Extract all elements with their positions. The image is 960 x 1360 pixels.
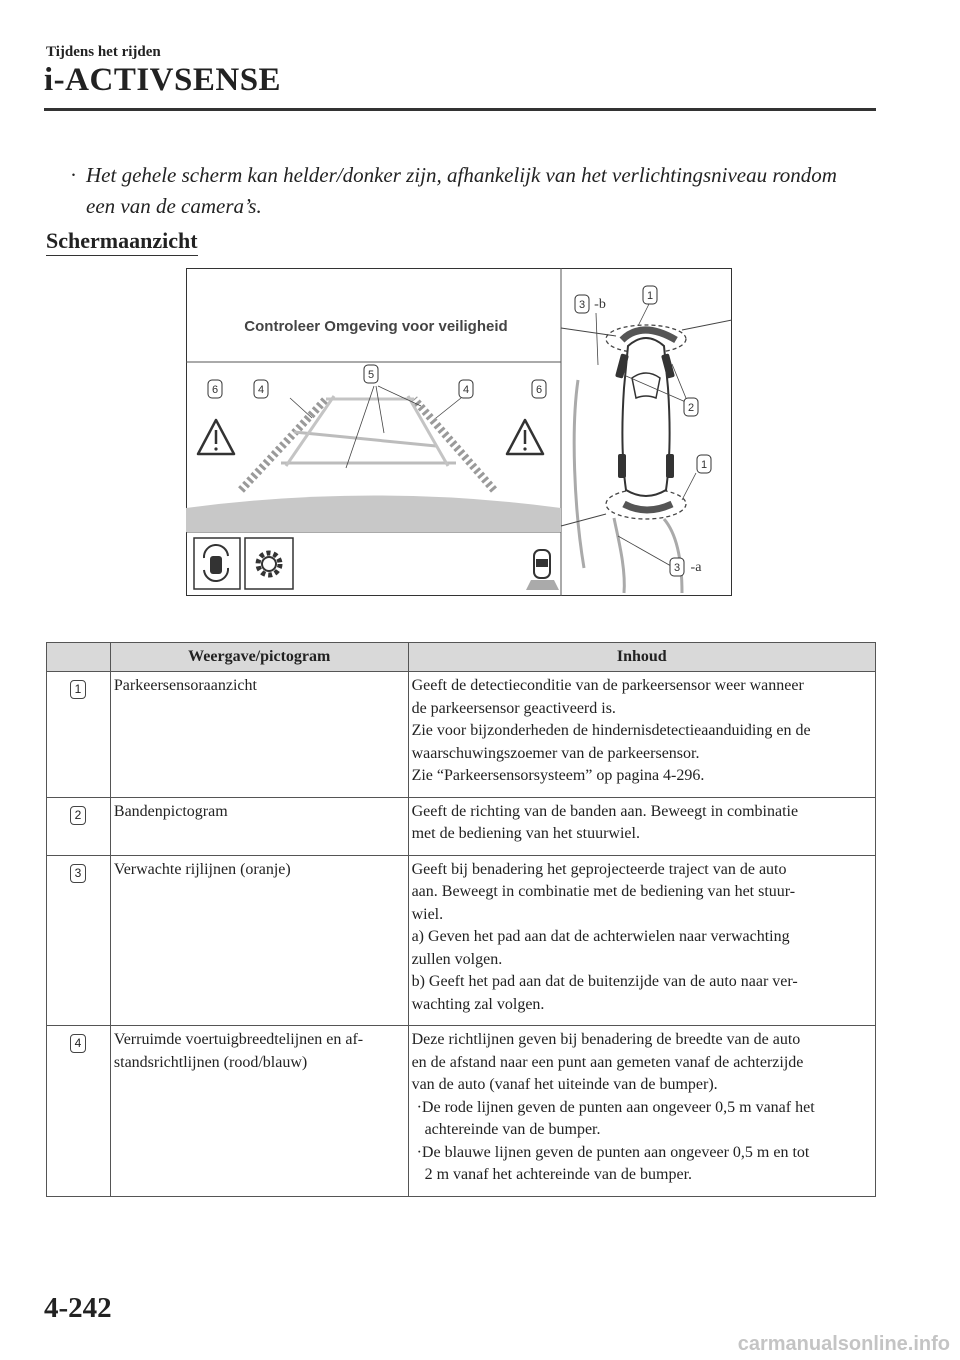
content-line: a) Geven het pad aan dat de achterwielen naar verwachting <box>411 928 790 945</box>
content-line: wachting zal volgen. <box>411 995 545 1013</box>
bullet-item: ·De rode lijnen geven de punten aan ongeveer 0,5 m vanaf het achtereinde van de bumper. <box>416 1098 815 1138</box>
header-num <box>47 643 111 672</box>
row-name: Bandenpictogram <box>110 797 408 855</box>
row-name: Parkeersensoraanzicht <box>110 672 408 798</box>
page-title: i-ACTIVSENSE <box>44 62 282 98</box>
table-row <box>47 855 876 1026</box>
row-number <box>47 855 111 1026</box>
header-display: Weergave/pictogram <box>110 643 408 672</box>
row-content <box>408 672 875 798</box>
content-line: aan. Beweegt in combinatie met de bediening van het stuur- <box>411 883 796 900</box>
view-switch-icon[interactable] <box>194 538 240 589</box>
content-line: de parkeersensor geactiveerd is. <box>411 699 616 717</box>
table-row <box>47 1026 876 1197</box>
callout-4 <box>254 380 268 398</box>
note-paragraph <box>70 160 860 222</box>
callout-suffix: -a <box>690 560 702 575</box>
content-line: Geeft bij benadering het geprojecteerde traject van de auto <box>411 860 787 878</box>
content-line: Geeft de richting van de banden aan. Beweegt in combinatie <box>411 802 799 820</box>
content-line: Zie “Parkeersensorsysteem” op pagina 4-296. <box>411 767 705 784</box>
content-line: waarschuwingszoemer van de parkeersensor. <box>411 744 700 762</box>
number-badge: 4 <box>70 1034 86 1053</box>
table-row <box>47 672 876 798</box>
content-line: zullen volgen. <box>411 950 503 968</box>
callout-label: 2 <box>687 402 695 414</box>
content-line: b) Geeft het pad aan dat de buitenzijde van de auto naar ver- <box>411 973 798 990</box>
callout-label: 3 <box>578 299 586 311</box>
row-name <box>110 1026 408 1197</box>
callout-4 <box>459 380 473 398</box>
row-name: Verwachte rijlijnen (oranje) <box>110 855 408 1026</box>
content-line: met de bediening van het stuurwiel. <box>411 825 640 842</box>
row-number <box>47 672 111 798</box>
row-content <box>408 855 875 1026</box>
bullet-item: ·De blauwe lijnen geven de punten aan ongeveer 0,5 m en tot 2 m vanaf het achtereinde van de bumper. <box>416 1143 810 1183</box>
content-line: Zie voor bijzonderheden de hindernisdetectieaanduiding en de <box>411 722 811 739</box>
content-line: wiel. <box>411 905 444 923</box>
callout-suffix: -b <box>594 297 606 312</box>
bullet-line: achtereinde van de bumper. <box>424 1121 601 1138</box>
callout-label: 5 <box>367 369 375 381</box>
row-number <box>47 797 111 855</box>
callout-label: 1 <box>646 290 654 302</box>
table-header-row <box>47 643 876 672</box>
settings-gear-icon[interactable] <box>245 538 293 589</box>
bullet-line: De blauwe lijnen geven de punten aan ongeveer 0,5 m en tot <box>421 1143 810 1161</box>
callout-6 <box>208 380 222 398</box>
content-line: Geeft de detectieconditie van de parkeersensor weer wanneer <box>411 677 804 694</box>
callout-1 <box>697 455 711 473</box>
content-line: en de afstand naar een punt aan gemeten vanaf de achterzijde <box>411 1053 804 1071</box>
callout-label: 1 <box>700 459 708 471</box>
header-divider <box>44 108 876 111</box>
bullet-line: De rode lijnen geven de punten aan ongeveer 0,5 m vanaf het <box>421 1098 815 1116</box>
callout-label: 3 <box>673 562 681 574</box>
table-row <box>47 797 876 855</box>
bullet-line: 2 m vanaf het achtereinde van de bumper. <box>424 1166 693 1183</box>
row-content <box>408 797 875 855</box>
number-badge: 2 <box>70 806 86 825</box>
callout-label: 4 <box>462 384 470 396</box>
header-content: Inhoud <box>408 643 875 672</box>
name-line: standsrichtlijnen (rood/blauw) <box>113 1053 308 1071</box>
section-title: Schermaanzicht <box>46 228 198 256</box>
note-text: Het gehele scherm kan helder/donker zijn, afhankelijk van het verlichtingsniveau rondom een van de camera’s. <box>86 163 837 218</box>
screen-illustration <box>186 268 732 596</box>
callout-6 <box>532 380 546 398</box>
callout-label: 4 <box>257 384 265 396</box>
page-number: 4-242 <box>44 1292 112 1324</box>
content-line: Deze richtlijnen geven bij benadering de breedte van de auto <box>411 1031 801 1048</box>
row-number <box>47 1026 111 1197</box>
bullet-dot: · <box>70 163 77 187</box>
callout-label: 6 <box>211 384 219 396</box>
callout-label: 6 <box>535 384 543 396</box>
screen-banner: Controleer Omgeving voor veiligheid <box>244 318 508 335</box>
row-content <box>408 1026 875 1197</box>
number-badge: 1 <box>70 680 86 699</box>
watermark: carmanualsonline.info <box>737 1333 950 1355</box>
chapter-label: Tijdens het rijden <box>46 44 161 60</box>
content-line: van de auto (vanaf het uiteinde van de bumper). <box>411 1076 718 1093</box>
number-badge: 3 <box>70 864 86 883</box>
callout-5 <box>364 365 378 383</box>
name-line: Verruimde voertuigbreedtelijnen en af- <box>113 1031 364 1048</box>
legend-table <box>46 642 876 1197</box>
callout-2 <box>684 398 698 416</box>
callout-1 <box>643 286 657 304</box>
